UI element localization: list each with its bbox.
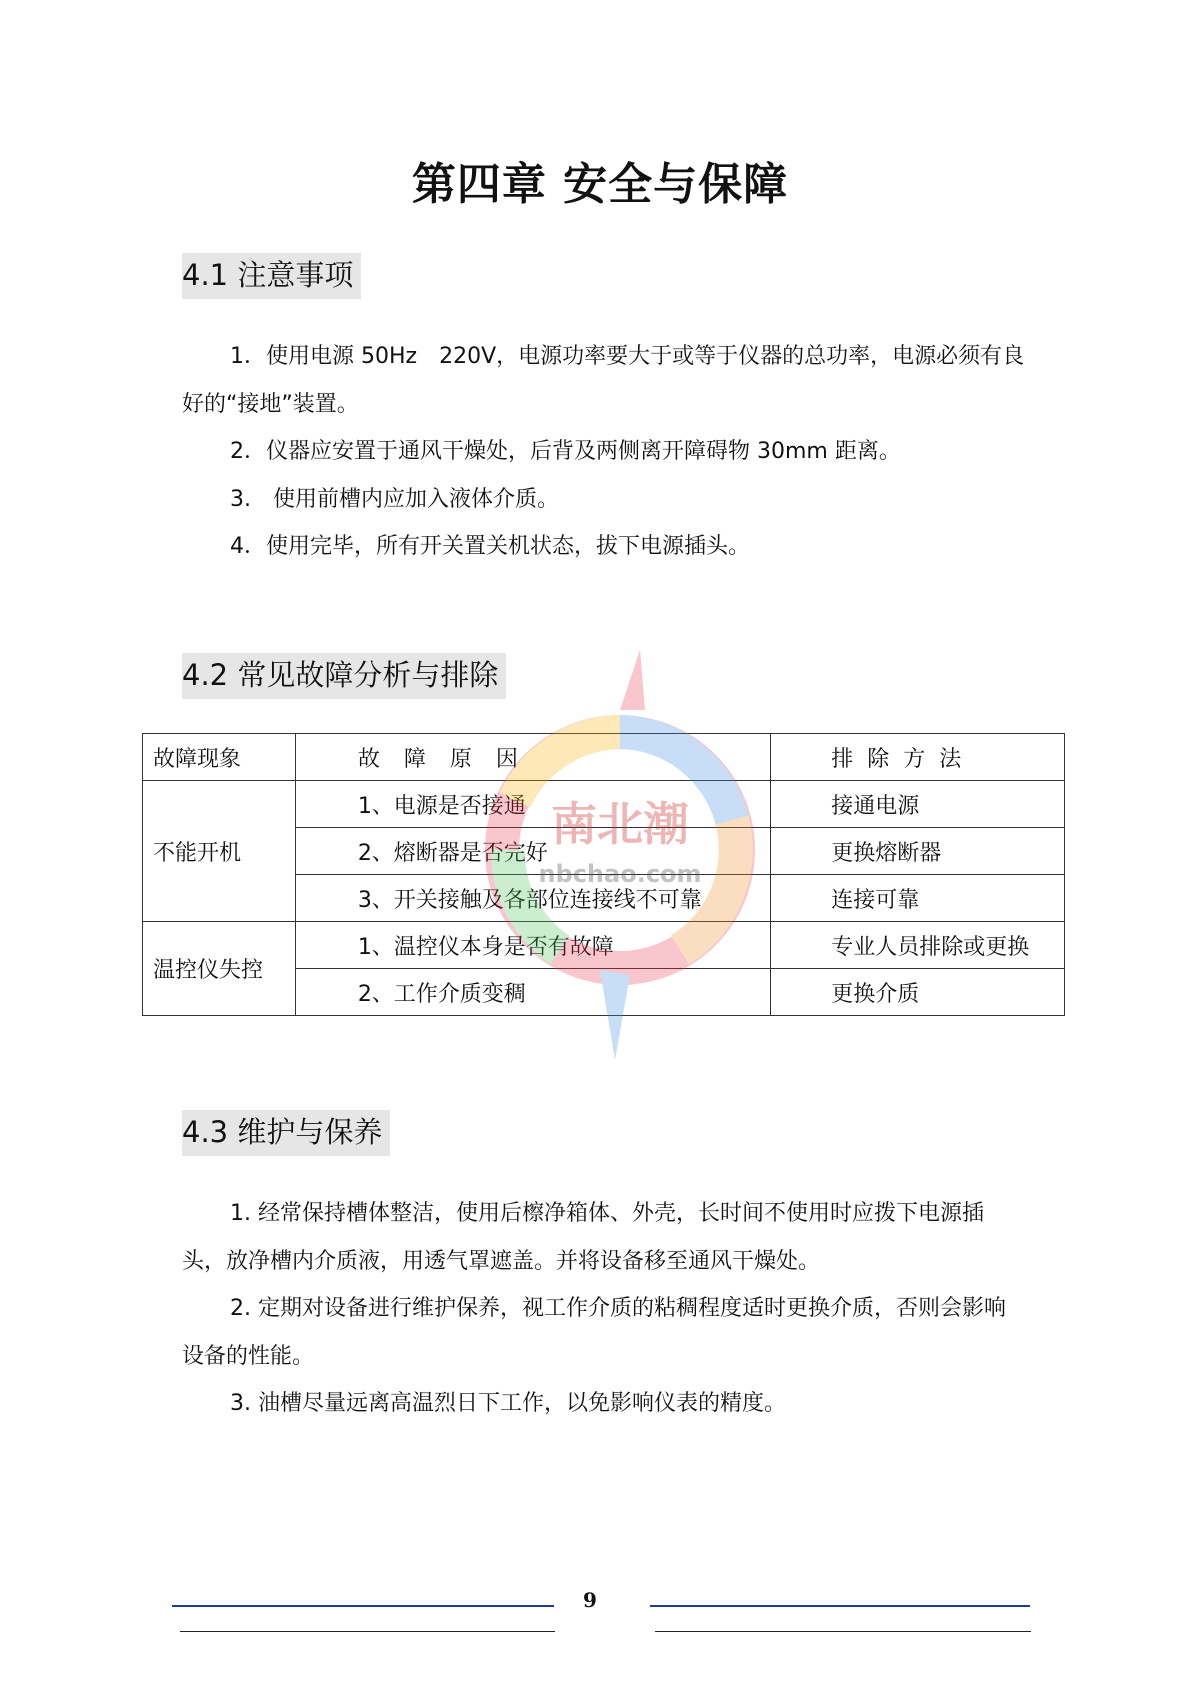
- section-heading-maintenance: 4.3 维护与保养: [182, 1110, 390, 1156]
- footer-rule-right-top: [650, 1605, 1030, 1607]
- header-cause: 故障原因: [295, 734, 770, 781]
- table-row: [143, 922, 1065, 969]
- precaution-item: 1．使用电源 50Hz 220V，电源功率要大于或等于仪器的总功率，电源必须有良好的“接地”装置。: [182, 344, 1025, 417]
- fault-table: [142, 733, 1065, 1016]
- watermark-logo-text: 南北潮: [551, 797, 689, 851]
- precaution-item: 2．仪器应安置于通风干燥处，后背及两侧离开障碍物 30mm 距离。: [230, 439, 901, 464]
- fix-cell: 更换介质: [771, 969, 1065, 1016]
- table-header-row: [143, 734, 1065, 781]
- symptom-cell: 不能开机: [143, 781, 296, 922]
- fix-cell: 连接可靠: [771, 875, 1065, 922]
- fix-cell: 专业人员排除或更换: [771, 922, 1065, 969]
- precautions-list: [182, 333, 1027, 571]
- header-fix: 排除方法: [771, 734, 1065, 781]
- footer-rule-left-bottom: [180, 1631, 555, 1632]
- section-heading-precautions: 4.1 注意事项: [182, 253, 361, 299]
- watermark-site-text: nbchao.com: [538, 860, 702, 888]
- fix-cell: 更换熔断器: [771, 828, 1065, 875]
- maintenance-item: 3. 油槽尽量远离高温烈日下工作，以免影响仪表的精度。: [230, 1391, 786, 1416]
- footer-rule-right-bottom: [655, 1631, 1031, 1632]
- cause-cell: 1、温控仪本身是否有故障: [295, 922, 770, 969]
- cause-cell: 2、熔断器是否完好: [295, 828, 770, 875]
- maintenance-item: 2. 定期对设备进行维护保养，视工作介质的粘稠程度适时更换介质，否则会影响设备的性能。: [182, 1296, 1006, 1369]
- section-heading-troubleshooting: 4.2 常见故障分析与排除: [182, 653, 506, 699]
- cause-cell: 2、工作介质变稠: [295, 969, 770, 1016]
- fix-cell: 接通电源: [771, 781, 1065, 828]
- table-row: [143, 781, 1065, 828]
- cause-cell: 1、电源是否接通: [295, 781, 770, 828]
- cause-cell: 3、开关接触及各部位连接线不可靠: [295, 875, 770, 922]
- precaution-item: 3. 使用前槽内应加入液体介质。: [230, 486, 559, 512]
- maintenance-list: [182, 1190, 1027, 1428]
- header-symptom: 故障现象: [143, 734, 296, 781]
- maintenance-item: 1. 经常保持槽体整洁，使用后檫净箱体、外壳，长时间不使用时应拨下电源插头，放净槽内介质液，用透气罩遮盖。并将设备移至通风干燥处。: [182, 1201, 984, 1274]
- footer-rule-left-top: [172, 1605, 554, 1607]
- chapter-title: 第四章 安全与保障: [411, 159, 789, 210]
- page-number: 9: [583, 1588, 597, 1612]
- precaution-item: 4．使用完毕，所有开关置关机状态，拔下电源插头。: [230, 534, 750, 559]
- symptom-cell: 温控仪失控: [143, 922, 296, 1016]
